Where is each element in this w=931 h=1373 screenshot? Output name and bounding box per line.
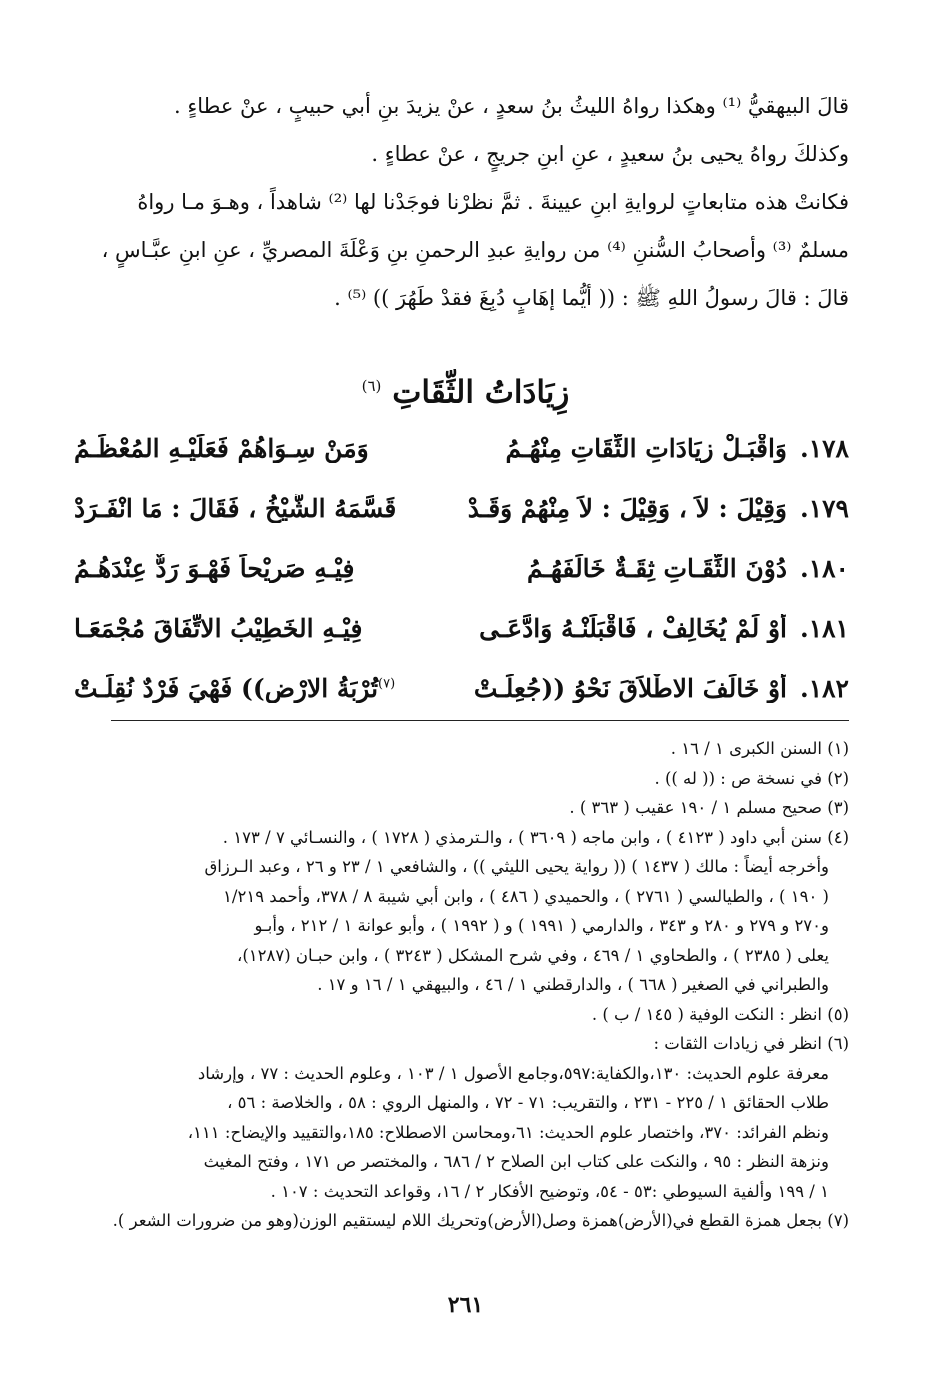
footnote-line: (١) السنن الكبرى ١ / ١٦ . bbox=[670, 739, 849, 758]
verse-second-hemistich-text: قَسَّمَهُ الشَّيْخُ ، فَقَالَ : مَا انْفَـرَدْ bbox=[74, 493, 397, 523]
footnote-line: (٥) انظر : النكت الوفية ( ١٤٥ / ب ) . bbox=[591, 1004, 849, 1024]
verse-second-hemistich bbox=[74, 554, 457, 583]
verse-number: ١٧٨. bbox=[799, 433, 849, 463]
footnote-line: والطبراني في الصغير ( ٦٦٨ ) ، والدارقطني ١ / ٤٦ ، والبيهقي ١ / ١٦ و ١٧ . bbox=[317, 975, 829, 994]
verse-first-hemistich: أَوْ خَالَفَ الاطْلاَقَ نَحْوُ ((جُعِلَـتْ bbox=[473, 673, 787, 703]
footnote-line: (٦) انظر في زيادات الثقات : bbox=[653, 1034, 849, 1053]
verse-first-hemistich: دُوْنَ الثِّقَـاتِ ثِقَـةٌ خَالَفَهُـمُ bbox=[526, 553, 787, 583]
verse-second-hemistich-text: فِيْـهِ الخَطِيْبُ الاتِّفَاقَ مُجْمَعَـا bbox=[74, 613, 363, 643]
body-line: فكانتْ هذه متابعاتٍ لروايةِ ابنِ عيينةَ . ثمَّ نظرْنا فوجَدْنا لها ⁽²⁾ شاهداً ، وهـوَ مـا رواهُ bbox=[137, 190, 849, 214]
verse-row bbox=[74, 478, 849, 538]
footnote-line: (٢) في نسخة ص : (( له )) . bbox=[654, 768, 849, 788]
body-line: مسلمٌ ⁽³⁾ وأصحابُ السُّننِ ⁽⁴⁾ من روايةِ عبدِ الرحمنِ بنِ وَعْلَةَ المصريِّ ، عنِ ابنِ عبَّـاسٍ ، bbox=[101, 238, 849, 262]
verse-row bbox=[74, 598, 849, 658]
footnote-line: (٤) سنن أبي داود ( ٤١٢٣ ) ، وابن ماجه ( ٣٦٠٩ ) ، والـترمذي ( ١٧٢٨ ) ، والنسـائي ٧ / ١٧٣ . bbox=[222, 827, 849, 847]
verse-first-hemistich: أَوْ لَمْ يُخَالِفْ ، فَاقْبَلَنْـهُ وَادَّعَـى bbox=[479, 613, 787, 643]
footnote-line: ١ / ١٩٩ وألفية السيوطي :٥٣ - ٥٤، وتوضيح الأفكار ٢ / ١٦، وقواعد التحديث : ١٠٧ . bbox=[270, 1181, 829, 1201]
section-heading bbox=[0, 358, 931, 420]
footnote-line: طلاب الحقائق ١ / ٢٢٥ - ٢٣١ ، والتقريب: ٧١ - ٧٢ ، والمنهل الروي : ٥٨ ، والخلاصة : ٥٦ ، bbox=[227, 1093, 829, 1112]
verse-first-hemistich: وَقِيْلَ : لاَ ، وَقِيْلَ : لاَ مِنْهُمْ وَقَـدْ bbox=[467, 493, 787, 523]
footnote-separator bbox=[111, 720, 849, 721]
verse-first-hemistich: وَاقْبَـلْ زِيَادَاتِ الثِّقَاتِ مِنْهُـمُ bbox=[505, 433, 787, 463]
body-line: وكذلكَ رواهُ يحيى بنُ سعيدٍ ، عنِ ابنِ جريجٍ ، عنْ عطاءٍ . bbox=[371, 142, 849, 166]
footnote-line: يعلى ( ٢٣٨٥ ) ، والطحاوي ١ / ٤٦٩ ، وفي شرح المشكل ( ٣٢٤٣ ) ، وابن حبـان (١٢٨٧)، bbox=[237, 945, 829, 965]
heading-footnote-ref: (٦) bbox=[361, 377, 382, 395]
verse-second-hemistich bbox=[74, 614, 457, 643]
verse-number: ١٧٩. bbox=[799, 493, 849, 523]
footnote-line: وأخرجه أيضاً : مالك ( ١٤٣٧ ) (( رواية يحيى الليثي )) ، والشافعي ١ / ٢٣ و ٢٦ ، وعبد الـرزاق bbox=[204, 857, 829, 876]
verse-second-hemistich bbox=[74, 674, 457, 703]
verse-number: ١٨٢. bbox=[799, 673, 849, 703]
footnote-line: و٢٧٠ و ٢٧٩ و ٢٨٠ و ٣٤٣ ، والدارمي ( ١٩٩١ ) و ( ١٩٩٢ ) ، وأبو عوانة ١ / ٢١٢ ، وأبـو bbox=[254, 916, 829, 935]
footnotes bbox=[79, 734, 849, 1236]
verse-second-hemistich-text: تُرْبَةُ الارْضِ)) فَهْيَ فَرْدٌ نُقِلَـتْ bbox=[74, 673, 379, 703]
verse-footnote-ref: (٧) bbox=[378, 676, 396, 692]
verse-second-hemistich bbox=[74, 494, 457, 523]
footnote-line: (٣) صحيح مسلم ١ / ١٩٠ عقيب ( ٣٦٣ ) . bbox=[569, 798, 849, 817]
verse-second-hemistich bbox=[74, 434, 457, 463]
verse-row bbox=[74, 418, 849, 478]
footnote-line: ونزهة النظر : ٩٥ ، والنكت على كتاب ابن الصلاح ٢ / ٦٨٦ ، والمختصر ص ١٧١ ، وفتح المغيث bbox=[203, 1152, 829, 1171]
verse-second-hemistich-text: وَمَنْ سِـوَاهُمْ فَعَلَيْـهِ المُعْظَـمُ bbox=[74, 433, 369, 463]
verse-number: ١٨١. bbox=[799, 613, 849, 643]
footnote-line: معرفة علوم الحديث: ١٣٠،والكفاية:٥٩٧،وجامع الأصول ١ / ١٠٣ ، وعلوم الحديث : ٧٧ ، وإرشاد bbox=[197, 1063, 829, 1083]
verse-number: ١٨٠. bbox=[799, 553, 849, 583]
verse-row bbox=[74, 658, 849, 718]
page-number: ٢٦١ bbox=[447, 1292, 484, 1318]
body-text bbox=[79, 82, 849, 322]
footnote-line: ونظم الفرائد: ٣٧٠، واختصار علوم الحديث: ٦١،ومحاسن الاصطلاح: ١٨٥،والتقييد والإيضاح: ١١١، bbox=[187, 1122, 829, 1142]
footnote-line: ( ١٩٠ ) ، والطيالسي ( ٢٧٦١ ) ، والحميدي ( ٤٨٦ ) ، وابن أبي شيبة ٨ / ٣٧٨، وأحمد ١/٢١٩ bbox=[223, 886, 829, 906]
verse-second-hemistich-text: فِيْـهِ صَرِيْحاً فَهْـوَ رَدٌّ عِنْدَهُـمُ bbox=[74, 553, 355, 583]
heading-title: زِيَادَاتُ الثِّقَاتِ bbox=[392, 374, 570, 411]
body-line: قالَ البيهقيُّ ⁽¹⁾ وهكذا رواهُ الليثُ بنُ سعدٍ ، عنْ يزيدَ بنِ أبي حبيبٍ ، عنْ عطاءٍ . bbox=[173, 94, 849, 118]
verse-block bbox=[74, 418, 849, 718]
verse-row bbox=[74, 538, 849, 598]
footnote-line: (٧) بجعل همزة القطع في(الأرض)همزة وصل(الأرض)وتحريك اللام ليستقيم الوزن(وهو من ضرورات الشعر ). bbox=[112, 1211, 849, 1230]
body-line: قالَ : قالَ رسولُ اللهِ ﷺ : (( أيُّما إهَابٍ دُبِغَ فقدْ طَهُرَ )) ⁽⁵⁾ . bbox=[334, 286, 849, 310]
